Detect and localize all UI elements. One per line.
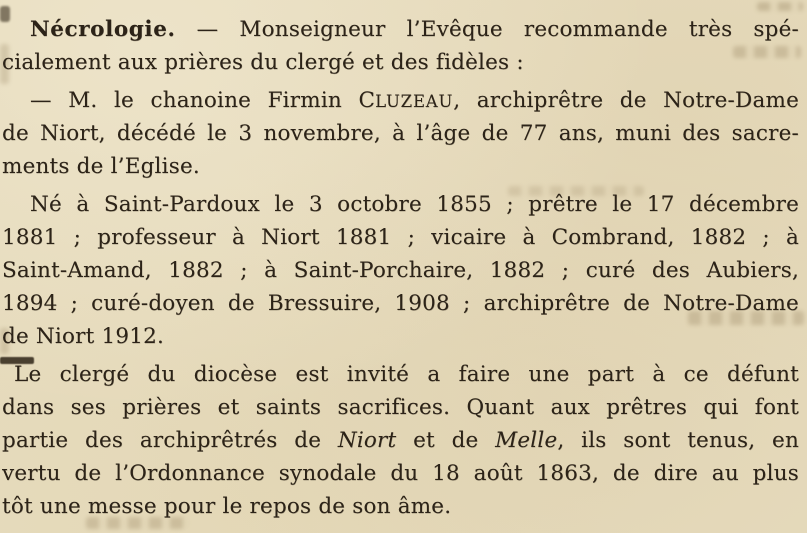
text-run: Saint-Amand, 1882 ; à Saint-Porchaire, 1882 ; curé des Aubiers, — [2, 258, 799, 283]
text-line — [2, 287, 799, 320]
text-line — [2, 188, 799, 221]
text-run: 1881 ; professeur à Niort 1881 ; vicaire à Combrand, 1882 ; à — [2, 225, 799, 250]
text-run: de Niort 1912. — [2, 324, 165, 349]
text-run: de Niort, décédé le 3 novembre, à l’âge de 77 ans, muni des sacre- — [2, 121, 799, 146]
text-run: vertu de l’Ordonnance synodale du 18 août 1863, de dire au plus — [2, 461, 799, 486]
text-run: cialement aux prières du clergé et des fidèles : — [2, 50, 524, 75]
text-line — [2, 490, 799, 523]
text-run: partie des archiprêtrés de — [2, 428, 338, 453]
text-line — [2, 221, 799, 254]
text-line — [2, 358, 799, 391]
bleed-through-smudge — [757, 2, 803, 11]
text-line — [2, 391, 799, 424]
surname-smallcaps: LUZEAU — [375, 92, 454, 111]
place-name-italic: Melle — [495, 428, 558, 453]
paragraph-deceased — [2, 84, 799, 183]
text-run: ments de l’Eglise. — [2, 154, 200, 179]
text-line — [2, 457, 799, 490]
paragraph-biography — [2, 188, 799, 353]
text-line — [2, 117, 799, 150]
text-line — [2, 46, 799, 79]
text-run: 1894 ; curé-doyen de Bressuire, 1908 ; archiprêtre de Notre-Dame — [2, 291, 799, 316]
text-line — [2, 84, 799, 117]
text-line — [2, 424, 799, 457]
text-run: — Monseigneur l’Evêque recommande très spé- — [175, 17, 799, 42]
text-line — [2, 13, 799, 46]
section-heading: Nécrologie. — [30, 17, 176, 42]
text-run: — M. le chanoine Firmin C — [30, 88, 376, 113]
place-name-italic: Niort — [337, 428, 397, 453]
text-line — [2, 320, 799, 353]
paragraph-instructions — [2, 358, 799, 523]
text-run: dans ses prières et saints sacrifices. Quant aux prêtres qui font — [2, 395, 799, 420]
text-run: tôt une messe pour le repos de son âme. — [2, 494, 452, 519]
text-run: , archiprêtre de Notre-Dame — [453, 88, 799, 113]
text-line — [2, 254, 799, 287]
paragraph-intro — [2, 13, 799, 79]
text-run: Le clergé du diocèse est invité a faire une part à ce défunt — [14, 362, 799, 387]
text-line — [2, 150, 799, 183]
necrology-article — [2, 13, 799, 528]
text-run: et de — [396, 428, 496, 453]
text-run: , ils sont tenus, en — [557, 428, 799, 453]
text-run: Né à Saint-Pardoux le 3 octobre 1855 ; prêtre le 17 décembre — [30, 192, 799, 217]
